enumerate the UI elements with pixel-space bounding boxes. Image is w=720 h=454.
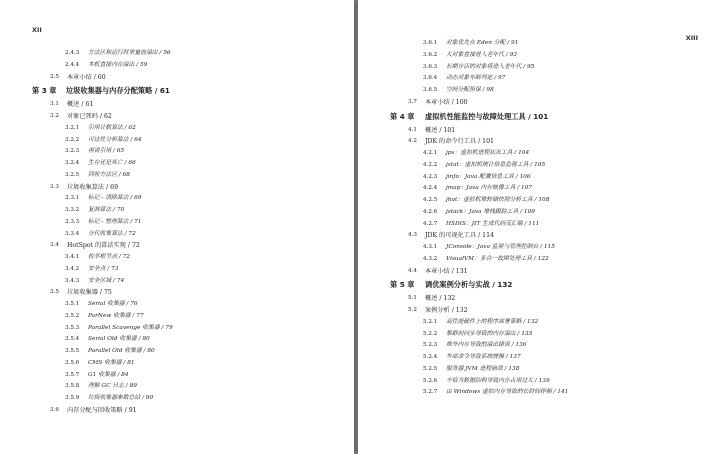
page-number: XIII <box>685 34 698 42</box>
toc-chapter-entry <box>0 83 354 99</box>
toc-entry-number: 5.2.7 <box>423 389 438 396</box>
toc-entry-title: 可达性分析算法 / 64 <box>88 136 142 143</box>
toc-entry-title: 虚拟机性能监控与故障处理工具 / 101 <box>425 111 549 121</box>
toc-entry-number: 3.2.4 <box>65 160 80 166</box>
toc-entry-title: 长期存活的对象将进入老年代 / 95 <box>446 63 535 70</box>
toc-entry-title: jps：虚拟机进程状况工具 / 104 <box>446 150 530 156</box>
toc-entry <box>358 50 720 62</box>
toc-entry-title: 外部命令导致系统缓慢 / 137 <box>446 354 521 360</box>
toc-entry-number: 第 5 章 <box>390 280 415 290</box>
toc-entry <box>0 205 354 217</box>
toc-entry-number: 3.3.1 <box>65 195 80 202</box>
toc-entry-number: 3.5.2 <box>65 312 80 319</box>
toc-entry-number: 3.5.4 <box>65 336 80 343</box>
toc-entry-number: 4.2.6 <box>423 208 438 215</box>
toc-entry-number: 4.1 <box>408 126 417 133</box>
toc-entry <box>358 317 720 329</box>
toc-entry-title: 垃圾收集算法 / 69 <box>67 183 119 191</box>
toc-entry-title: 本章小结 / 131 <box>425 267 468 275</box>
toc-entry-number: 3.5.8 <box>65 383 80 390</box>
toc-entry <box>358 85 720 97</box>
toc-entry-number: 4.2.1 <box>423 150 438 156</box>
toc-entry-number: 3.3.2 <box>65 207 80 213</box>
toc-entry-number: 2.4.3 <box>65 50 80 56</box>
toc-entry-number: 3.6.1 <box>423 40 438 46</box>
toc-entry <box>0 346 354 358</box>
toc-entry-title: 案例分析 / 132 <box>425 307 468 314</box>
toc-entry-title: JDK 的可视化工具 / 114 <box>425 232 494 240</box>
toc-entry-number: 3.6.3 <box>423 63 438 70</box>
toc-entry-number: 4.2.3 <box>423 173 438 180</box>
toc-entry <box>0 182 354 194</box>
toc-entry-title: 分代收集算法 / 72 <box>88 230 136 237</box>
toc-entry-number: 3.1 <box>50 101 59 108</box>
toc-entry-title: Parallel Old 收集器 / 80 <box>88 348 155 354</box>
toc-entry-title: 本机直接内存溢出 / 59 <box>88 61 148 68</box>
toc-entry <box>358 195 720 207</box>
toc-entry-number: 4.2.2 <box>423 161 438 168</box>
toc-entry-title: 不恰当数据结构导致内存占用过大 / 139 <box>446 377 550 384</box>
toc-entry-number: 3.6.2 <box>423 51 438 58</box>
toc-entry-title: 高性能硬件上的程序部署策略 / 132 <box>446 318 539 325</box>
toc-entry <box>0 264 354 276</box>
toc-entry <box>0 240 354 252</box>
toc-entry-title: 集群间同步导致的内存溢出 / 135 <box>446 330 533 337</box>
toc-entry-number: 4.2.4 <box>423 185 438 192</box>
toc-entry <box>358 207 720 219</box>
toc-entry-number: 5.2.5 <box>423 365 438 372</box>
toc-entry-number: 4.2.7 <box>423 220 438 227</box>
toc-entry-title: G1 收集器 / 84 <box>88 371 129 378</box>
toc-entry <box>0 311 354 323</box>
toc-entry-title: Serial Old 收集器 / 80 <box>88 336 150 343</box>
toc-entry <box>358 172 720 184</box>
toc-page-left <box>0 0 354 454</box>
toc-entry-title: 安全区域 / 74 <box>88 277 125 284</box>
toc-entry <box>0 276 354 288</box>
toc-entry-title: HotSpot 的算法实现 / 72 <box>67 242 140 250</box>
toc-entry <box>0 381 354 393</box>
toc-entry-number: 3.5.1 <box>65 301 80 307</box>
toc-entry-title: jstat：虚拟机统计信息监视工具 / 105 <box>446 161 546 168</box>
toc-entry <box>358 97 720 109</box>
toc-entry-title: 标记 - 清除算法 / 69 <box>88 195 142 202</box>
toc-entry-title: 垃圾收集器与内存分配策略 / 61 <box>66 86 170 96</box>
toc-entry-number: 3.5.7 <box>65 371 80 378</box>
toc-entry-title: 大对象直接进入老年代 / 93 <box>446 51 517 58</box>
toc-entry-number: 4.3 <box>408 232 417 239</box>
toc-entry <box>358 38 720 50</box>
toc-entry-title: jhat：虚拟机堆转储快照分析工具 / 108 <box>446 197 550 203</box>
toc-entry-title: CMS 收集器 / 81 <box>88 359 135 366</box>
toc-entry <box>358 266 720 278</box>
toc-entry <box>0 370 354 382</box>
toc-entry <box>358 73 720 85</box>
toc-entry-number: 3.5.9 <box>65 395 80 401</box>
toc-entry <box>0 123 354 135</box>
toc-entry-number: 2.4.4 <box>65 61 80 68</box>
toc-entry <box>358 148 720 160</box>
toc-entry-number: 3.6 <box>50 406 59 413</box>
toc-entry <box>358 364 720 376</box>
toc-list <box>358 38 720 399</box>
toc-entry <box>0 252 354 264</box>
toc-entry <box>358 62 720 74</box>
toc-entry-number: 3.4.3 <box>65 277 80 284</box>
toc-entry-title: 理解 GC 日志 / 89 <box>88 383 137 390</box>
toc-entry-number: 3.2.2 <box>65 136 80 143</box>
toc-entry-title: 生存还是死亡 / 66 <box>88 160 136 166</box>
toc-entry-number: 3.3.3 <box>65 218 80 225</box>
toc-entry <box>358 219 720 231</box>
toc-entry-number: 4.3.2 <box>423 255 438 262</box>
toc-entry-number: 5.2.3 <box>423 342 438 349</box>
toc-entry <box>0 60 354 72</box>
toc-entry-title: 复制算法 / 70 <box>88 207 125 213</box>
toc-entry <box>0 299 354 311</box>
toc-entry-title: HSDIS：JIT 生成代码反汇编 / 111 <box>446 220 540 227</box>
toc-entry-title: Serial 收集器 / 76 <box>88 301 138 307</box>
toc-entry-number: 3.5.3 <box>65 324 80 331</box>
toc-entry <box>0 146 354 158</box>
toc-entry-title: 对象已死吗 / 62 <box>67 113 112 120</box>
toc-entry-number: 4.4 <box>408 267 417 274</box>
toc-entry <box>358 376 720 388</box>
toc-entry <box>358 340 720 352</box>
toc-entry-number: 2.5 <box>50 73 59 80</box>
toc-entry <box>358 387 720 399</box>
toc-entry-number: 5.2.2 <box>423 330 438 337</box>
toc-entry-title: 垃圾收集器 / 75 <box>67 289 112 297</box>
toc-entry <box>358 329 720 341</box>
toc-entry-title: ParNew 收集器 / 77 <box>88 312 144 319</box>
toc-entry <box>0 358 354 370</box>
toc-entry-title: JConsole：Java 监视与管理控制台 / 115 <box>446 244 555 250</box>
toc-entry <box>0 158 354 170</box>
toc-entry-number: 5.2 <box>408 307 417 313</box>
toc-chapter-entry <box>358 277 720 293</box>
toc-entry <box>0 405 354 417</box>
toc-entry <box>0 170 354 182</box>
toc-entry-title: 动态对象年龄判定 / 97 <box>446 75 506 82</box>
toc-entry-title: Parallel Scavenge 收集器 / 79 <box>88 324 173 331</box>
toc-entry <box>0 48 354 60</box>
toc-entry <box>358 305 720 317</box>
toc-entry-title: jmap：Java 内存映像工具 / 107 <box>446 185 533 192</box>
toc-entry-number: 3.4 <box>50 242 59 249</box>
toc-entry-title: 内存分配与回收策略 / 91 <box>67 406 137 414</box>
toc-entry <box>0 135 354 147</box>
toc-entry-number: 第 4 章 <box>390 111 415 121</box>
toc-entry <box>358 136 720 148</box>
toc-entry-number: 3.2 <box>50 113 59 119</box>
toc-entry-number: 5.2.6 <box>423 377 438 384</box>
toc-entry-number: 第 3 章 <box>32 86 57 96</box>
toc-entry-title: 概述 / 132 <box>425 295 456 303</box>
toc-entry-title: VisualVM：多合一故障处理工具 / 122 <box>446 255 549 262</box>
toc-entry <box>0 72 354 84</box>
toc-entry-title: 空间分配担保 / 98 <box>446 87 494 93</box>
toc-entry-number: 3.6.4 <box>423 75 438 82</box>
toc-entry <box>0 334 354 346</box>
toc-entry <box>0 287 354 299</box>
toc-entry <box>358 242 720 254</box>
toc-entry <box>0 393 354 405</box>
toc-entry <box>358 293 720 305</box>
toc-entry-number: 3.2.3 <box>65 148 80 155</box>
toc-entry-number: 4.2 <box>408 138 417 145</box>
page-number: XII <box>32 26 42 34</box>
toc-entry-number: 5.2.1 <box>423 318 438 325</box>
toc-entry-title: 概述 / 61 <box>67 101 94 109</box>
toc-entry <box>0 323 354 335</box>
toc-entry-title: JDK 的命令行工具 / 101 <box>425 138 494 146</box>
toc-entry-title: jinfo：Java 配置信息工具 / 106 <box>446 173 531 180</box>
toc-page-right <box>358 0 720 454</box>
toc-entry-number: 4.2.5 <box>423 197 438 203</box>
toc-entry-number: 3.3 <box>50 183 59 190</box>
toc-entry <box>358 183 720 195</box>
toc-entry <box>0 99 354 111</box>
toc-entry-title: 枚举根节点 / 72 <box>88 254 130 260</box>
toc-entry-title: 安全点 / 73 <box>88 265 119 272</box>
toc-entry <box>0 111 354 123</box>
toc-entry-title: 再谈引用 / 65 <box>88 148 125 155</box>
toc-entry-title: 服务器 JVM 进程崩溃 / 138 <box>446 365 520 372</box>
toc-chapter-entry <box>358 109 720 125</box>
toc-entry <box>0 229 354 241</box>
toc-entry-number: 3.4.1 <box>65 254 80 260</box>
toc-entry <box>0 193 354 205</box>
toc-entry-number: 3.3.4 <box>65 230 80 237</box>
toc-entry-title: 调优案例分析与实战 / 132 <box>425 280 513 290</box>
toc-entry-number: 3.7 <box>408 98 417 105</box>
toc-entry <box>358 160 720 172</box>
toc-entry-title: 由 Windows 虚拟内存导致的长时间停顿 / 141 <box>446 389 569 396</box>
toc-entry-number: 5.2.4 <box>423 354 438 360</box>
toc-entry-title: 引用计数算法 / 62 <box>88 124 136 131</box>
toc-entry <box>358 230 720 242</box>
toc-entry-title: 本章小结 / 100 <box>425 98 468 106</box>
toc-entry-number: 3.2.1 <box>65 124 80 131</box>
toc-entry-number: 3.5 <box>50 289 59 296</box>
toc-entry-title: 垃圾收集器参数总结 / 90 <box>88 395 154 401</box>
toc-entry-number: 3.6.5 <box>423 87 438 93</box>
toc-entry-number: 5.1 <box>408 295 417 302</box>
toc-entry-title: jstack：Java 堆栈跟踪工具 / 109 <box>446 208 535 215</box>
toc-entry <box>358 254 720 266</box>
toc-entry-title: 对象优先在 Eden 分配 / 91 <box>446 40 519 46</box>
toc-entry <box>0 217 354 229</box>
toc-entry-title: 方法区和运行时常量池溢出 / 56 <box>88 50 171 56</box>
toc-entry-title: 标记 - 整理算法 / 71 <box>88 218 142 225</box>
toc-entry <box>358 352 720 364</box>
toc-entry-title: 本章小结 / 60 <box>67 73 106 81</box>
toc-entry-title: 回收方法区 / 68 <box>88 171 130 178</box>
toc-entry-number: 4.3.1 <box>423 244 438 250</box>
toc-entry-number: 3.5.5 <box>65 348 80 354</box>
toc-entry-title: 概述 / 101 <box>425 126 456 134</box>
toc-entry-number: 3.4.2 <box>65 265 80 272</box>
toc-entry-number: 3.5.6 <box>65 359 80 366</box>
toc-entry-title: 堆外内存导致的溢出错误 / 136 <box>446 342 527 349</box>
toc-list <box>0 48 354 417</box>
toc-entry-number: 3.2.5 <box>65 171 80 178</box>
toc-entry <box>358 125 720 137</box>
